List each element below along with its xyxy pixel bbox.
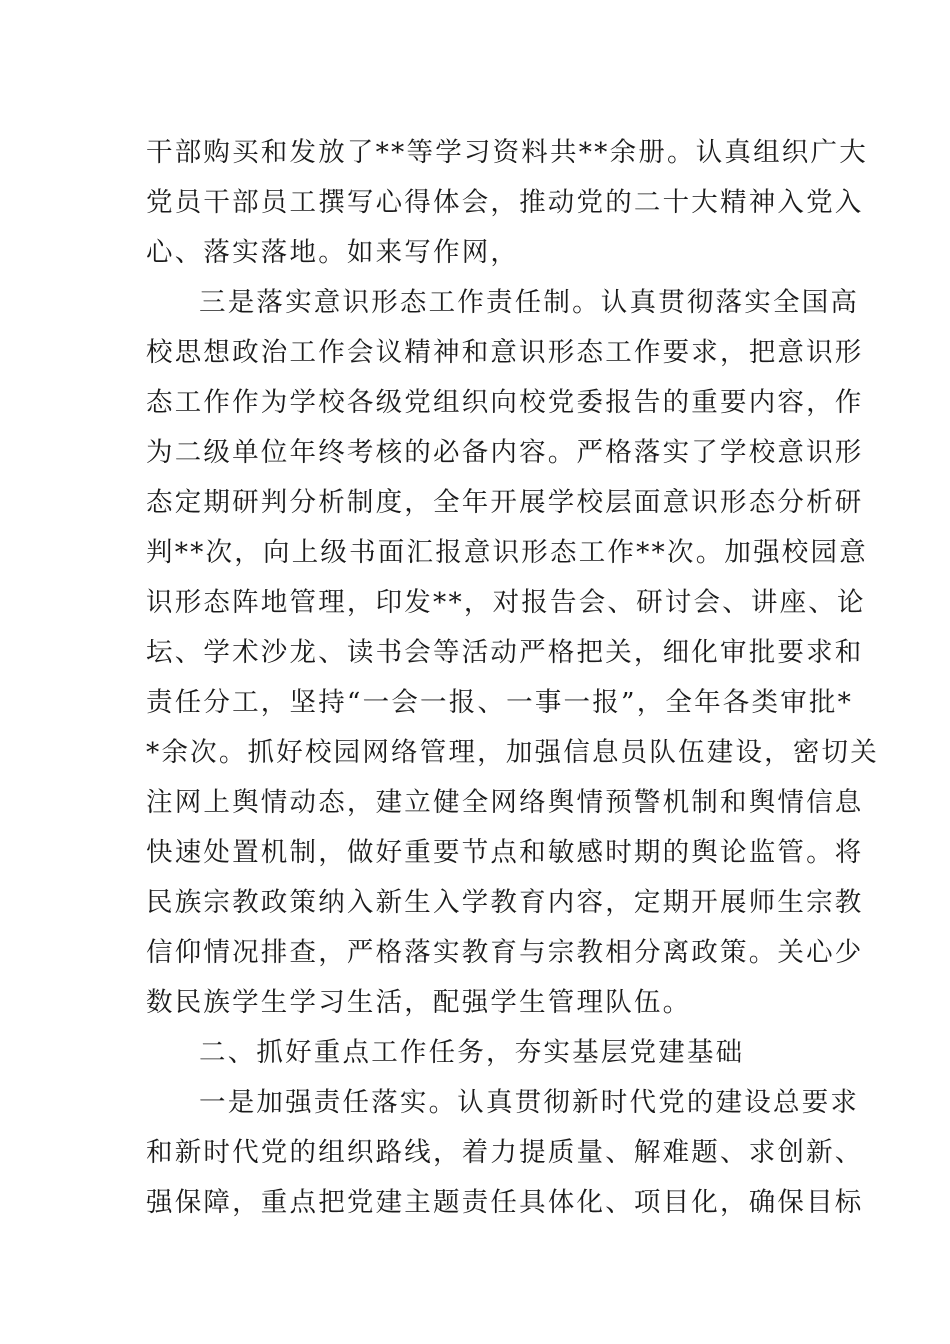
text-line: 责任分工，坚持“一会一报、一事一报”，全年各类审批* [146, 687, 854, 718]
text-line: 注网上舆情动态，建立健全网络舆情预警机制和舆情信息 [146, 787, 864, 818]
section-heading: 二、抓好重点工作任务，夯实基层党建基础 [199, 1037, 745, 1068]
text-line: 和新时代党的组织路线，着力提质量、解难题、求创新、 [146, 1137, 864, 1168]
text-line: 信仰情况排查，严格落实教育与宗教相分离政策。关心少 [146, 937, 864, 968]
text-line: *余次。抓好校园网络管理，加强信息员队伍建设，密切关 [146, 737, 879, 768]
body-text [146, 128, 879, 1228]
text-line: 态定期研判分析制度，全年开展学校层面意识形态分析研 [146, 487, 864, 518]
text-line: 校思想政治工作会议精神和意识形态工作要求，把意识形 [146, 337, 864, 368]
text-line: 态工作作为学校各级党组织向校党委报告的重要内容，作 [146, 387, 864, 418]
paragraph-start-line: 三是落实意识形态工作责任制。认真贯彻落实全国高 [199, 287, 860, 318]
text-line: 党员干部员工撰写心得体会，推动党的二十大精神入党入 [146, 187, 864, 218]
text-line: 民族宗教政策纳入新生入学教育内容，定期开展师生宗教 [146, 887, 864, 918]
text-line: 干部购买和发放了**等学习资料共**余册。认真组织广大 [146, 137, 868, 168]
text-line: 强保障，重点把党建主题责任具体化、项目化，确保目标 [146, 1187, 864, 1218]
text-line: 判**次，向上级书面汇报意识形态工作**次。加强校园意 [146, 537, 868, 568]
text-line: 识形态阵地管理，印发**，对报告会、研讨会、讲座、论 [146, 587, 866, 618]
text-line: 快速处置机制，做好重要节点和敏感时期的舆论监管。将 [146, 837, 864, 868]
paragraph-start-line: 一是加强责任落实。认真贯彻新时代党的建设总要求 [199, 1087, 860, 1118]
text-line: 为二级单位年终考核的必备内容。严格落实了学校意识形 [146, 437, 864, 468]
text-line: 坛、学术沙龙、读书会等活动严格把关，细化审批要求和 [146, 637, 864, 668]
text-line: 数民族学生学习生活，配强学生管理队伍。 [146, 987, 692, 1018]
text-line: 心、落实落地。如来写作网， [146, 237, 520, 268]
